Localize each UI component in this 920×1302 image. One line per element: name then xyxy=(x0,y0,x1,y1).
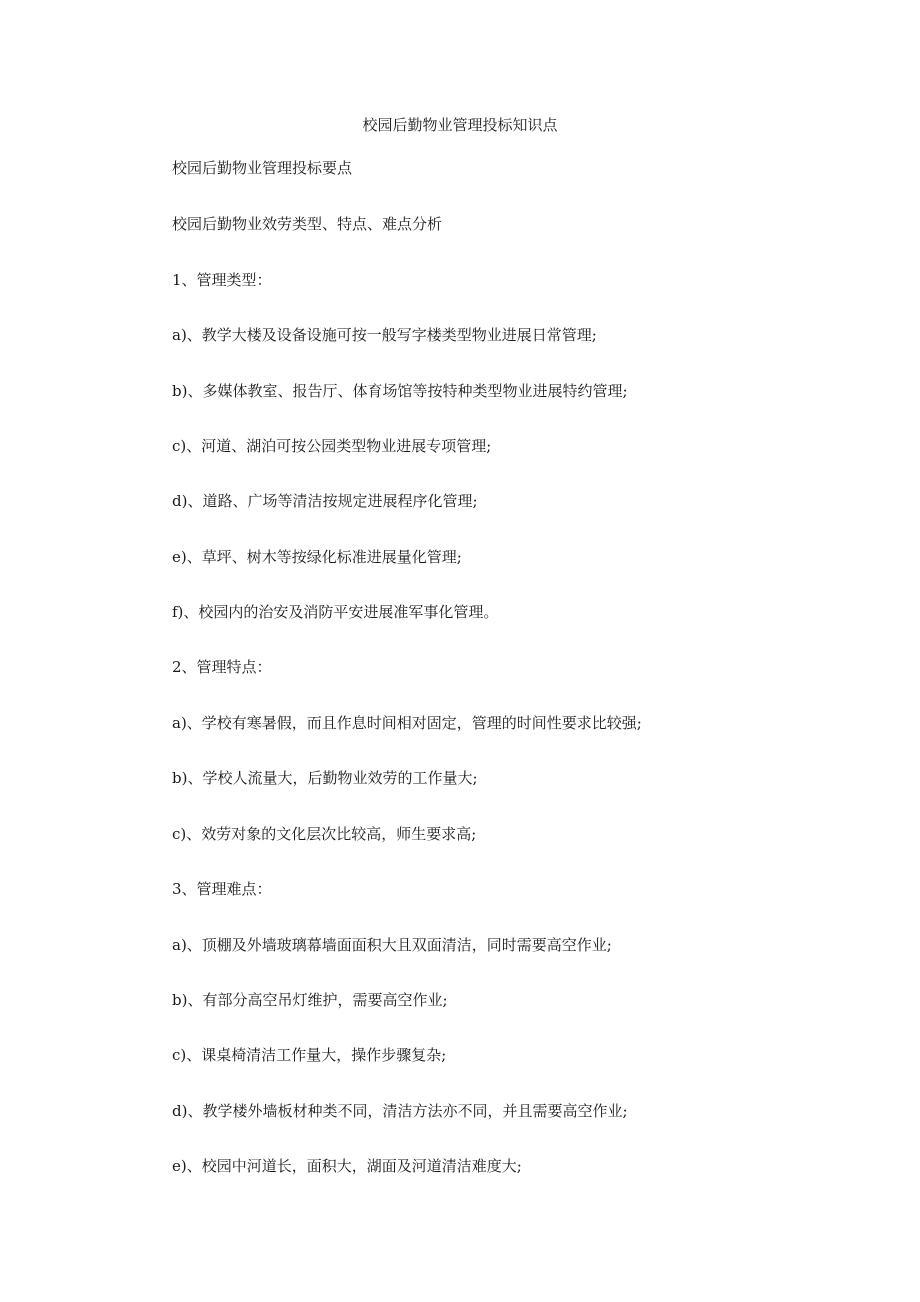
section-subheading: 校园后勤物业效劳类型、特点、难点分析 xyxy=(172,215,443,233)
list-item: a)、学校有寒暑假，而且作息时间相对固定，管理的时间性要求比较强; xyxy=(172,714,642,732)
list-item: c)、课桌椅清洁工作量大，操作步骤复杂; xyxy=(172,1046,447,1064)
list-item: a)、教学大楼及设备设施可按一般写字楼类型物业进展日常管理; xyxy=(172,326,597,344)
list-item: c)、效劳对象的文化层次比较高，师生要求高; xyxy=(172,825,477,843)
list-item: a)、顶棚及外墙玻璃幕墙面面积大且双面清洁，同时需要高空作业; xyxy=(172,936,612,954)
list-item: b)、多媒体教室、报告厅、体育场馆等按特种类型物业进展特约管理; xyxy=(172,382,628,400)
section-heading: 校园后勤物业管理投标要点 xyxy=(172,159,353,177)
list-item: e)、草坪、树木等按绿化标准进展量化管理; xyxy=(172,548,462,566)
list-heading-management-features: 2、管理特点： xyxy=(172,658,272,676)
list-heading-management-difficulties: 3、管理难点： xyxy=(172,880,272,898)
list-item: b)、学校人流量大，后勤物业效劳的工作量大; xyxy=(172,769,478,787)
list-item: e)、校园中河道长，面积大，湖面及河道清洁难度大; xyxy=(172,1157,522,1175)
list-item: f)、校园内的治安及消防平安进展准军事化管理。 xyxy=(172,603,499,621)
list-item: c)、河道、湖泊可按公园类型物业进展专项管理; xyxy=(172,437,492,455)
list-heading-management-types: 1、管理类型： xyxy=(172,271,272,289)
list-item: b)、有部分高空吊灯维护，需要高空作业; xyxy=(172,991,448,1009)
document-title: 校园后勤物业管理投标知识点 xyxy=(362,116,558,134)
list-item: d)、教学楼外墙板材种类不同，清洁方法亦不同，并且需要高空作业; xyxy=(172,1102,628,1120)
list-item: d)、道路、广场等清洁按规定进展程序化管理; xyxy=(172,492,478,510)
